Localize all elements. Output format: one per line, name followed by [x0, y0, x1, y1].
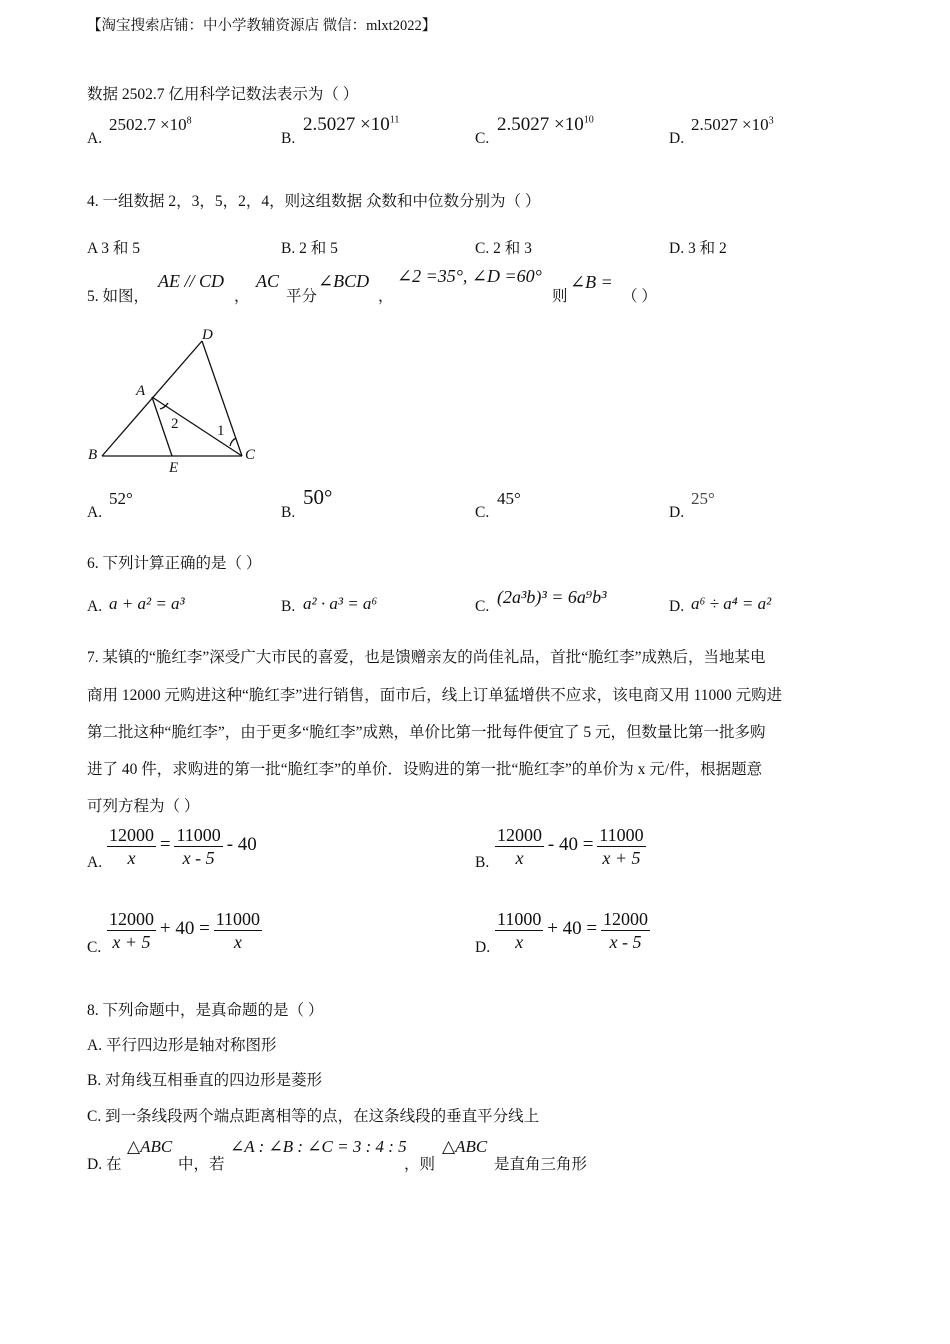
q6-option-a-expr: a + a² = a³: [109, 594, 185, 613]
q8-option-b: B. 对角线互相垂直的四边形是菱形: [87, 1072, 323, 1089]
q8-option-c: C. 到一条线段两个端点距离相等的点，在这条线段的垂直平分线上: [87, 1108, 540, 1125]
q7-b-left-fraction: $\frac{12000}{x}$: [497, 825, 542, 868]
q3-option-a-label: A.: [87, 130, 103, 147]
q7-option-a-label: A.: [87, 854, 103, 871]
q6-option-c-expr: (2a³b)³ = 6a⁹b³: [497, 587, 607, 607]
q5-option-a-label: A.: [87, 504, 103, 521]
q6-stem: 6. 下列计算正确的是（ ）: [87, 555, 262, 572]
q3-option-a-value: $2502.7 \times 10^8$: [109, 115, 192, 134]
q5-cond-angle-bcd: ∠BCD: [318, 271, 370, 291]
q5-option-d-label: D.: [669, 504, 685, 521]
q7-line-1: 7. 某镇的“脆红李”深受广大市民的喜爱，也是馈赠亲友的尚佳礼品，首批“脆红李”成熟后，当地某电: [87, 649, 766, 666]
q7-d-left-fraction: $\frac{11000}{x}$: [497, 909, 542, 952]
q8-option-a: A. 平行四边形是轴对称图形: [87, 1037, 277, 1054]
q5-option-a-value: 52°: [109, 489, 133, 508]
q8-option-d-then: ，则: [404, 1156, 436, 1173]
q7-line-4: 进了 40 件，求购进的第一批“脆红李”的单价．设购进的第一批“脆红李”的单价为 x 元/件，根据题意: [87, 761, 763, 778]
label-angle-1: 1: [217, 423, 225, 439]
q5-paren: （ ）: [622, 288, 657, 305]
q6-option-a-label: A.: [87, 598, 103, 615]
q7-a-right-fraction: $\frac{11000}{x - 5}$: [176, 825, 221, 868]
label-a: A: [136, 383, 146, 399]
q3-option-b-label: B.: [281, 130, 296, 147]
q4-option-b: B. 2 和 5: [281, 240, 338, 257]
q5-option-c-value: 45°: [497, 489, 521, 508]
q5-option-b-label: B.: [281, 504, 296, 521]
label-e: E: [169, 460, 179, 476]
q8-option-d-triangle-2: △ABC: [442, 1137, 488, 1156]
q8-option-d-prefix: D. 在: [87, 1156, 122, 1173]
q6-option-b-expr: a² · a³ = a⁶: [303, 594, 378, 613]
q7-option-a-equation: $\frac{12000}{x}$ = $\frac{11000}{x - 5}$ - 40: [109, 825, 257, 868]
q4-option-d: D. 3 和 2: [669, 240, 727, 257]
q8-option-d-suffix: 是直角三角形: [494, 1156, 588, 1173]
segment-ae: [152, 397, 172, 456]
q4-stem: 4. 一组数据 2，3，5，2，4，则这组数据 众数和中位数分别为（ ）: [87, 193, 541, 210]
angle-1-arc: [230, 438, 236, 446]
q3-option-c-label: C.: [475, 130, 490, 147]
header-banner: 【淘宝搜索店铺：中小学教辅资源店 微信：mlxt2022】: [87, 18, 437, 34]
q4-option-c: C. 2 和 3: [475, 240, 532, 257]
q5-option-b-value: 50°: [303, 485, 333, 509]
label-angle-2: 2: [171, 416, 179, 432]
q8-option-d-ratio: ∠A : ∠B : ∠C = 3 : 4 : 5: [230, 1137, 407, 1156]
q7-b-right-fraction: $\frac{11000}{x + 5}$: [599, 825, 644, 868]
q4-option-a: A 3 和 5: [87, 240, 140, 257]
q7-c-right-fraction: $\frac{11000}{x}$: [215, 909, 261, 952]
q5-option-d-value: 25°: [691, 489, 715, 508]
q5-triangle-figure: [84, 322, 264, 477]
q5-cond-bisect: 平分: [286, 288, 318, 305]
q5-ask: ∠B =: [570, 272, 613, 292]
q3-stem: 数据 2502.7 亿用科学记数法表示为（ ）: [87, 86, 359, 103]
q7-option-c-equation: $\frac{12000}{x + 5}$ + 40 = $\frac{11000}{x}$: [109, 909, 261, 952]
q7-option-d-label: D.: [475, 939, 491, 956]
q7-option-d-equation: $\frac{11000}{x}$ + 40 = $\frac{12000}{x - 5}$: [497, 909, 649, 952]
q8-option-d-triangle-1: △ABC: [127, 1137, 173, 1156]
q7-option-c-label: C.: [87, 939, 102, 956]
q5-sep2: ，: [378, 288, 394, 305]
q5-prefix: 5. 如图，: [87, 288, 150, 305]
q3-option-d-value: $2.5027 \times 10^3$: [691, 115, 774, 134]
q3-option-c-value: $2.5027 \times 10^{10}$: [497, 114, 594, 135]
q7-line-2: 商用 12000 元购进这种“脆红李”进行销售，面市后，线上订单猛增供不应求，该电商又用 11000 元购进: [87, 687, 783, 704]
label-c: C: [245, 447, 256, 463]
q7-line-3: 第二批这种“脆红李”，由于更多“脆红李”成熟，单价比第一批每件便宜了 5 元，但数量比第一批多购: [87, 724, 766, 741]
q7-option-b-equation: $\frac{12000}{x}$ - 40 = $\frac{11000}{x + 5}$: [497, 825, 644, 868]
q6-option-d-expr: a⁶ ÷ a⁴ = a²: [691, 594, 772, 613]
q3-option-b-value: $2.5027 \times 10^{11}$: [303, 114, 400, 135]
q5-option-c-label: C.: [475, 504, 490, 521]
q5-sep1: ，: [234, 288, 250, 305]
q7-option-b-label: B.: [475, 854, 490, 871]
q5-cond-angles: ∠2 =35°, ∠D =60°: [397, 266, 542, 286]
q6-option-b-label: B.: [281, 598, 296, 615]
q5-cond-ac: AC: [256, 271, 280, 291]
q7-a-left-fraction: $\frac{12000}{x}$: [109, 825, 154, 868]
q5-cond-parallel: AE // CD: [158, 271, 224, 291]
label-d: D: [202, 327, 213, 343]
q6-option-d-label: D.: [669, 598, 685, 615]
q7-c-left-fraction: $\frac{12000}{x + 5}$: [109, 909, 154, 952]
q3-option-d-label: D.: [669, 130, 685, 147]
q8-option-d-mid: 中，若: [178, 1156, 225, 1173]
q7-line-5: 可列方程为（ ）: [87, 798, 200, 815]
label-b: B: [88, 447, 98, 463]
q5-then: 则: [552, 288, 568, 305]
q6-option-c-label: C.: [475, 598, 490, 615]
q8-stem: 8. 下列命题中，是真命题的是（ ）: [87, 1002, 324, 1019]
q7-d-right-fraction: $\frac{12000}{x - 5}$: [603, 909, 649, 952]
